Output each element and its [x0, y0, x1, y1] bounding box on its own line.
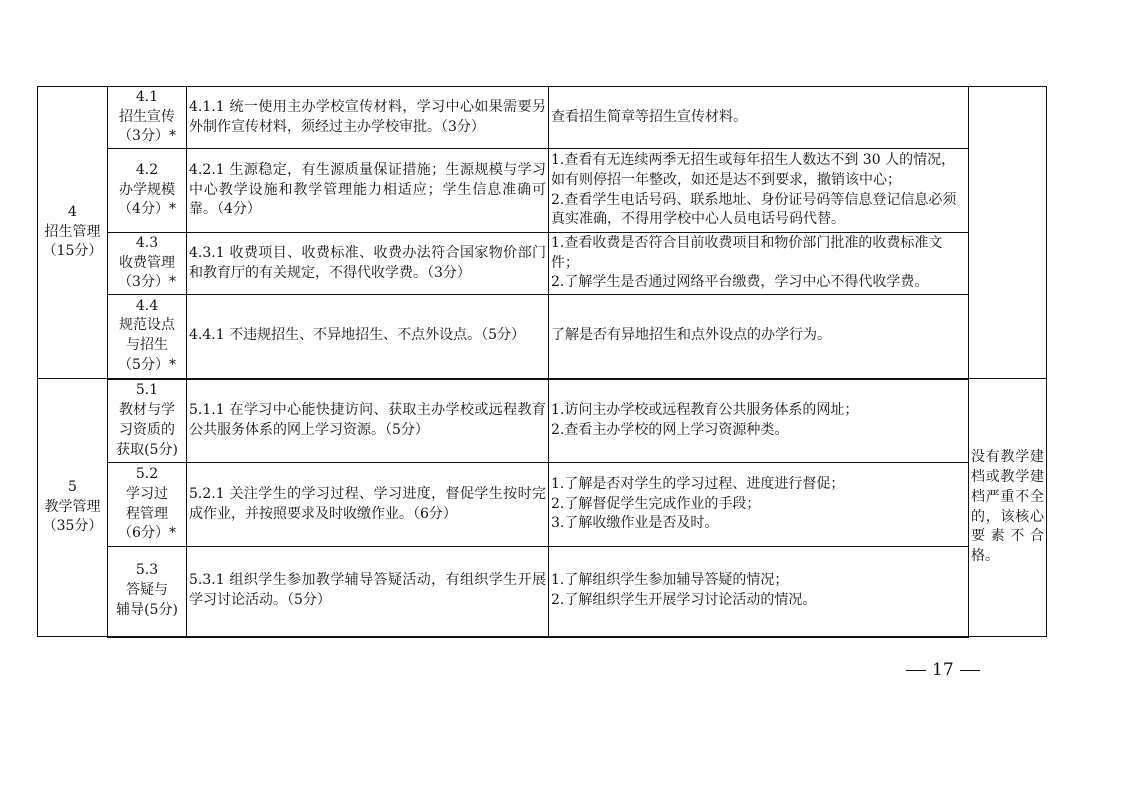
- standard-cell: 4.3.1 收费项目、收费标准、收费办法符合国家物价部门和教育厅的有关规定，不得代收学费。（3分）: [187, 233, 549, 295]
- sub-item-number: 5.3: [135, 562, 159, 579]
- sub-item-cell: [108, 295, 187, 379]
- standard-cell: 5.1.1 在学习中心能快捷访问、获取主办学校或远程教育公共服务体系的网上学习资源。（5分）: [187, 379, 549, 463]
- sub-item-name: 程管理: [126, 505, 168, 522]
- method-line: 2.了解学生是否通过网络平台缴费，学习中心不得代收学费。: [551, 274, 929, 291]
- sub-item-name: 学习过: [126, 485, 168, 502]
- method-cell: [549, 379, 969, 463]
- sub-item-name: 教材与学: [119, 401, 175, 418]
- sub-item-cell: [108, 463, 187, 547]
- group-score: （35分）: [42, 518, 103, 535]
- sub-item-cell: [108, 149, 187, 233]
- sub-item-name: 规范设点: [119, 317, 175, 334]
- method-line: 2.了解督促学生完成作业的手段；: [551, 495, 761, 512]
- method-line: 1.访问主办学校或远程教育公共服务体系的网址；: [551, 401, 859, 418]
- sub-item-name: 与招生: [126, 337, 168, 354]
- table-row: [38, 379, 1047, 463]
- table-row: [38, 233, 1047, 295]
- sub-item-name: 收费管理: [119, 254, 175, 271]
- table-row: [38, 547, 1047, 637]
- method-cell: [549, 233, 969, 295]
- method-line: 2.查看主办学校的网上学习资源种类。: [551, 421, 789, 438]
- group-score: （15分）: [42, 243, 103, 260]
- method-line: 了解是否有异地招生和点外设点的办学行为。: [551, 327, 831, 344]
- method-line: 1.查看收费是否符合目前收费项目和物价部门批准的收费标准文件；: [551, 234, 943, 271]
- table-row: [38, 295, 1047, 379]
- group-name: 招生管理: [44, 223, 101, 240]
- sub-item-score: （3分）*: [118, 274, 176, 291]
- sub-item-cell: [108, 547, 187, 637]
- standard-cell: 4.1.1 统一使用主办学校宣传材料，学习中心如果需要另外制作宣传材料，须经过主办学校审批。（3分）: [187, 87, 549, 149]
- method-line: 1.了解是否对学生的学习过程、进度进行督促；: [551, 475, 845, 492]
- sub-item-score: （4分）*: [118, 201, 176, 218]
- table-row: [38, 463, 1047, 547]
- table-row: [38, 87, 1047, 149]
- method-cell: [549, 463, 969, 547]
- method-line: 1.查看有无连续两季无招生或每年招生人数达不到 30 人的情况，如有则停招一年整改，如还是达不到要求，撤销该中心；: [551, 151, 956, 188]
- sub-item-number: 4.2: [135, 161, 159, 178]
- page-number: [900, 660, 986, 680]
- note-cell-empty: [969, 87, 1047, 379]
- sub-item-name: 办学规模: [119, 181, 175, 198]
- sub-item-name: 答疑与: [126, 582, 168, 599]
- group-name: 教学管理: [44, 498, 101, 515]
- sub-item-score: 辅导(5分): [116, 602, 178, 619]
- page-number-value: 17: [932, 660, 954, 680]
- standard-cell: 5.2.1 关注学生的学习过程、学习进度，督促学生按时完成作业，并按照要求及时收缴作业。（6分）: [187, 463, 549, 547]
- sub-item-cell: [108, 379, 187, 463]
- method-line: 1.了解组织学生参加辅导答疑的情况；: [551, 572, 789, 589]
- method-line: 3.了解收缴作业是否及时。: [551, 515, 719, 532]
- sub-item-score: （3分）*: [118, 128, 176, 145]
- sub-item-cell: [108, 87, 187, 149]
- sub-item-cell: [108, 233, 187, 295]
- method-line: 查看招生简章等招生宣传材料。: [551, 108, 747, 125]
- method-line: 2.查看学生电话号码、联系地址、身份证号码等信息登记信息必须真实准确，不得用学校中心人员电话号码代替。: [551, 191, 957, 228]
- group-cell: [38, 379, 108, 637]
- note-cell: 没有教学建档或教学建档严重不全的，该核心要素不合格。: [969, 379, 1047, 637]
- sub-item-number: 5.1: [135, 382, 159, 398]
- sub-item-number: 4.4: [135, 297, 159, 314]
- method-cell: [549, 149, 969, 233]
- table-row: [38, 149, 1047, 233]
- group-number: 4: [68, 203, 77, 220]
- standard-cell: 5.3.1 组织学生参加教学辅导答疑活动，有组织学生开展学习讨论活动。（5分）: [187, 547, 549, 637]
- sub-item-number: 5.2: [135, 465, 159, 482]
- sub-item-score: （5分）*: [118, 357, 176, 374]
- sub-item-number: 4.1: [135, 88, 159, 105]
- method-cell: [549, 87, 969, 149]
- page-number-dash: [960, 670, 980, 671]
- sub-item-score: 获取(5分): [116, 441, 178, 458]
- sub-item-name: 招生宣传: [119, 108, 175, 125]
- sub-item-name: 习资质的: [119, 421, 175, 438]
- method-cell: [549, 295, 969, 379]
- standard-cell: 4.4.1 不违规招生、不异地招生、不点外设点。（5分）: [187, 295, 549, 379]
- sub-item-number: 4.3: [135, 234, 159, 251]
- group-cell: [38, 87, 108, 379]
- table-body: [38, 87, 1047, 637]
- method-cell: [549, 547, 969, 637]
- evaluation-table: [37, 86, 1047, 638]
- method-line: 2.了解组织学生开展学习讨论活动的情况。: [551, 592, 817, 609]
- standard-cell: 4.2.1 生源稳定，有生源质量保证措施；生源规模与学习中心教学设施和教学管理能力相适应；学生信息准确可靠。（4分）: [187, 149, 549, 233]
- sub-item-score: （6分）*: [118, 525, 176, 542]
- group-number: 5: [68, 478, 77, 495]
- page-number-dash: [906, 670, 926, 671]
